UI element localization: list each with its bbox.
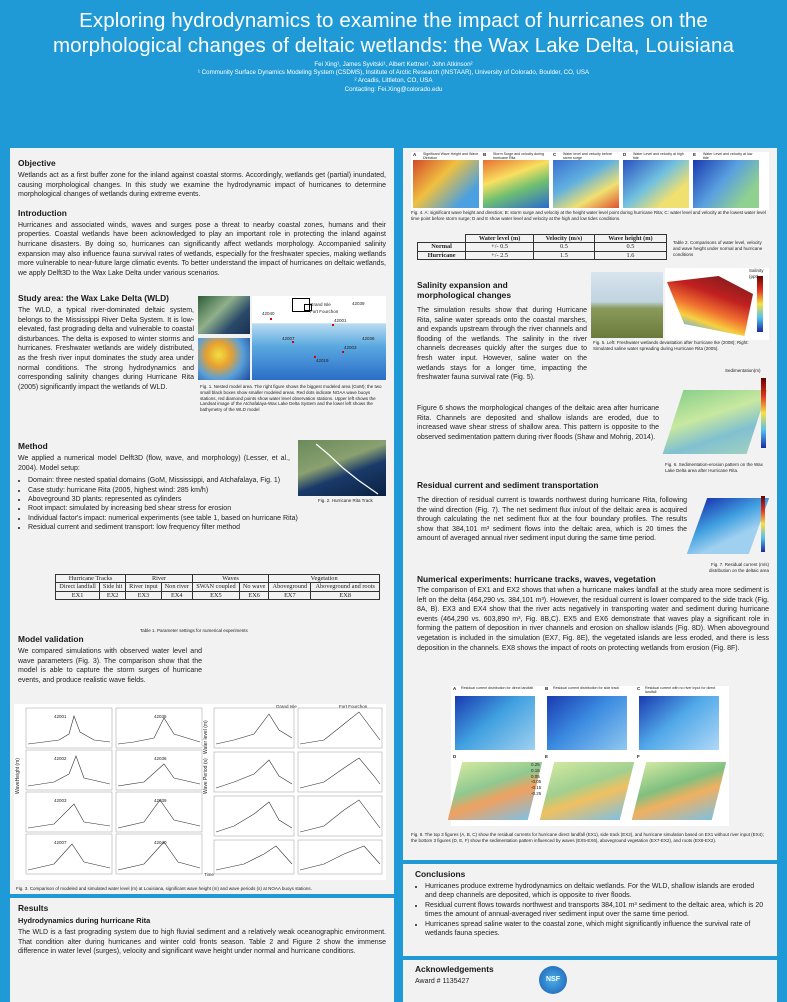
numerical-heading: Numerical experiments: hurricane tracks, waves, vegetation — [417, 574, 656, 584]
fig2-caption: Fig. 2. Hurricane Rita Track — [318, 498, 373, 503]
title-line-2: morphological changes of deltaic wetlands: the Wax Lake Delta, Louisiana — [52, 34, 735, 57]
fig6-caption: Fig. 6. Sedimentation-erosion pattern on the Wax Lake Delta area after Hurricane Rita. — [665, 462, 763, 473]
table1-sub: Aboveground and roots — [311, 583, 380, 591]
fig7-caption: Fig. 7. Residual current (m/s) distribution on the deltaic area — [708, 562, 769, 573]
results-text: The WLD is a fast prograding system due to high fluvial sediment and a relatively weak oceanographic environment. That condition alter during hurricanes and winter cold fronts season. Table 2 and Figure 2 show the immense difference in water level (surges), velocity and significant wave height under normal and hurricane conditions. — [18, 929, 386, 956]
acknowledgements-heading: Acknowledgements — [415, 964, 494, 974]
map-label-42003: 42003 — [344, 345, 357, 350]
ylabel-waterlevel: Water level (m) — [203, 720, 209, 754]
colorbar-tick: 0.25 — [531, 762, 540, 767]
salinity-heading-line-2: morphological changes — [417, 290, 512, 300]
station-label: 42036 — [154, 756, 167, 761]
table2-cell: 1.6 — [594, 251, 666, 259]
study-area-heading: Study area: the Wax Lake Delta (WLD) — [18, 293, 169, 303]
table1-sub: Aboveground — [269, 583, 311, 591]
map-label-42001: 42001 — [334, 318, 347, 323]
table2-caption: Table 2. Comparisons of water level, velocity and wave height under normal and hurricane conditions — [673, 240, 763, 257]
colorbar-tick: -0.25 — [531, 790, 542, 796]
method-text: We applied a numerical model Delft3D (flow, wave, and morphology) (Lesser, et al., 2004). Model setup: — [18, 455, 290, 472]
fig8-panels — [451, 686, 729, 826]
bathymetry-image — [198, 338, 250, 380]
table1-code: EX2 — [100, 591, 126, 599]
fig4-panels — [411, 152, 769, 210]
method-heading: Method — [18, 441, 48, 451]
table2-cell: 1.5 — [534, 251, 595, 259]
fig4-letter: B — [483, 152, 487, 157]
table1-group: Hurricane Tracks — [56, 575, 126, 583]
conclusion-bullet: • Residual current flows towards northwest and transports 384,101 m³ sediment to the deltaic area, which is 20 times the amount of annual-averaged river sediment input over the same time period. — [425, 901, 765, 920]
residual-current-map — [693, 488, 769, 560]
table1-sub: Side hit — [100, 583, 126, 591]
fig4-panel-title: Storm Surge and velocity during hurricane Rita — [493, 152, 545, 160]
method-bullet: • Root impact: simulated by increasing bed shear stress for erosion — [28, 504, 308, 513]
table2-cell: Hurricane — [418, 251, 466, 259]
results-heading: Results — [18, 903, 49, 913]
results-subheading: Hydrodynamics during hurricane Rita — [18, 916, 151, 925]
title-line-1: Exploring hydrodynamics to examine the impact of hurricanes on the — [79, 9, 708, 32]
fig8-caption: Fig. 8. The top 3 figures (A, B, C) show the residual currents for hurricane direct landfall (EX1), side track (EX2), and hurricane simulation based on EX1 without river input (EX4); the bottom 3 figures (D, E, F) show the sedimentation pattern influenced by waves (EX5-EX6), aboveground vegetation (EX7-EX2), and roots (EX8-EX2). — [411, 832, 764, 843]
results-panel — [10, 898, 394, 1002]
acknowledgements-panel — [403, 960, 777, 1002]
landsat-image — [198, 296, 250, 334]
conclusions-heading: Conclusions — [415, 869, 466, 879]
map-label-42036: 42036 — [362, 336, 375, 341]
colorbar-tick: -0.15 — [531, 785, 542, 791]
sedimentation-map — [665, 368, 769, 460]
nsf-logo — [539, 966, 567, 994]
fig4-caption: Fig. 4. A: significant wave height and direction; B: storm surge and velocity at the height water level point during hurricane Rita; C: water level and velocity at the lowest water level time point before storm surge; D and E show water level and velocity at the high and low tides conditions. — [411, 210, 766, 221]
numerical-text: The comparison of EX1 and EX2 shows that when a hurricane makes landfall at the study area more sediment is left on the delta (464,290 vs. 384,101 m³). However, the residual current is lower compared to the side track (Fig. 8A, B). EX3 and EX4 show that the river acts negatively in transporting water and sediment during hurricane events (464,290 vs. 603,890 m³, Fig. 8B,C). EX5 and EX6 demonstrate that waves play a significant role in forming the pattern of deposition in river channels and erosion on shallow islands (Fig. 8D). When aboveground vegetation is included in the simulation (EX7, Fig. 8E), the vegetated islands are less eroded, and there is less deposition in the channels. EX8 shows the impact of roots on protecting wetlands from erosion (Fig. 8F). — [417, 587, 769, 652]
fig8-letter: C — [637, 686, 641, 691]
table1-sub: No wave — [240, 583, 269, 591]
station-label: 42002 — [54, 756, 67, 761]
table2-header — [418, 235, 466, 243]
wetland-photo — [591, 272, 663, 338]
salinity-map — [665, 268, 769, 340]
table2-cell: 0.5 — [594, 243, 666, 251]
fig4-panel-title: Water Level and velocity at high tide — [633, 152, 684, 160]
hurricane-track-map — [298, 440, 386, 496]
table1-code: EX7 — [269, 591, 311, 599]
table1-code: EX6 — [240, 591, 269, 599]
authors: Fei Xing¹, James Syvitski¹, Albert Kettner¹, John Atkinson² — [314, 61, 473, 68]
fig4-panel-title: Water level and velocity before storm surge — [563, 152, 613, 160]
fig8-letter: D — [453, 754, 457, 759]
fig8-letter: A — [453, 686, 457, 691]
contact: Contacting: Fei.Xing@colorado.edu — [344, 85, 443, 93]
table1-sub: Direct landfall — [56, 583, 100, 591]
conclusion-bullet: • Hurricanes spread saline water to the coastal zone, which might significantly influence the survival rate of wetlands fauna species. — [425, 920, 765, 939]
station-label: 42039 — [154, 798, 167, 803]
affiliation-2: ² Arcadis, Littleton, CO, USA — [354, 77, 433, 85]
fig4-letter: A — [413, 152, 417, 157]
conclusion-bullet: • Hurricanes produce extreme hydrodynamics on deltaic wetlands. For the WLD, shallow islands are eroded and deep channels are deposited, which is opposite to river floods. — [425, 882, 765, 901]
colorbar-tick: 0.05 — [531, 773, 540, 779]
fig4-letter: E — [693, 152, 697, 157]
gom-map — [252, 296, 386, 380]
map-label-42040: 42040 — [262, 311, 275, 316]
fig8-letter: B — [545, 686, 549, 691]
station-label: 42007 — [54, 840, 67, 845]
map-label-42019: 42019 — [316, 358, 329, 363]
fig8-letter: F — [637, 754, 640, 759]
residual-text: The direction of residual current is towards northwest during hurricane Rita, following the wind direction (Fig. 7). The net sediment flux in/out of the deltaic area is acquired through calculating the net sediment flux at the four boundary profiles. The results show that 384,101 m³ sediment flows into the deltaic area, which is 20 times the amount of averaged annual river sediment input during the same time period. — [417, 497, 687, 543]
poster-title — [10, 8, 777, 58]
model-validation-heading: Model validation — [18, 634, 84, 644]
table-2 — [417, 234, 667, 260]
table1-sub: Non river — [161, 583, 192, 591]
wl-label-fort-fourchon: Fort Fourchon — [339, 704, 368, 709]
table1-group: River — [126, 575, 193, 583]
map-label-grand-isle: Grand Isle — [310, 302, 331, 307]
table1-code: EX3 — [126, 591, 162, 599]
station-label: 42001 — [54, 714, 67, 719]
fig8-panel-title: Residual current distribution for direct landfall — [461, 686, 533, 690]
map-label-42007: 42007 — [282, 336, 295, 341]
poster-header — [0, 0, 787, 114]
method-bullet: • Aboveground 3D plants: represented as cylinders — [28, 495, 308, 504]
fig8-panel-title: Residual current distribution for side track — [553, 686, 620, 690]
table1-code: EX5 — [192, 591, 239, 599]
award-text: Award # 1135427 — [415, 978, 470, 985]
table2-cell: +/- 0.5 — [466, 243, 534, 251]
validation-plots — [14, 704, 386, 880]
right-column — [403, 148, 777, 860]
conclusions-bullets — [415, 882, 765, 938]
affiliation-1: ¹ Community Surface Dynamics Modeling System (CSDMS), Institute of Arctic Research (INSTAAR), University of Colorado, Boulder, CO, USA — [197, 69, 590, 77]
salinity-heading-line-1: Salinity expansion and — [417, 280, 508, 290]
fig4-letter: D — [623, 152, 627, 157]
conclusions-panel — [403, 864, 777, 956]
station-label: 42003 — [54, 798, 67, 803]
table1-code: EX4 — [161, 591, 192, 599]
introduction-text: Hurricanes and associated winds, waves and surges pose a threat to nearby coastal zones, humans and their properties. Coastal wetlands have been acknowledged to play an important role in protecting the inland against hurricane disasters. By doing so, hurricanes can significantly affect wetlands morphology. Accompanied salinity expansion may also influence fauna survival rates of wetlands, especially for the freshwater species, making wetlands more vulnerable to near-future large climatic events. To better understand the impact of hurricanes on deltaic wetlands, we apply Delft3D to the Wax Lake Delta under various scenarios. — [18, 221, 386, 277]
fig4-letter: C — [553, 152, 557, 157]
table1-code: EX1 — [56, 591, 100, 599]
wl-label-grand-isle: Grand Isle — [276, 704, 297, 709]
table-1 — [55, 574, 380, 600]
fig8-panel-title: Residual current with no river input for direct landfall — [645, 686, 716, 694]
fig8-colorbar — [531, 762, 545, 797]
table1-sub: River input — [126, 583, 162, 591]
salinity-colorbar-label: Salinity (ppt) — [749, 268, 764, 279]
ylabel-waveheight: WaveHeight (m) — [15, 758, 21, 794]
nsf-logo-text: NSF — [546, 976, 560, 983]
objective-heading: Objective — [18, 158, 56, 168]
map-label-42039: 42039 — [352, 301, 365, 306]
map-label-fort-fourchon: Fort Fourchon — [310, 309, 339, 314]
fig3-caption: Fig. 3. Comparison of modeled and simulated water level (m) at Louisiana, significant wave height (m) and wave periods (s) at NOAA buoys stations. — [16, 886, 312, 891]
method-bullet: • Domain: three nested spatial domains (GoM, Mississippi, and Atchafalaya, Fig. 1) — [28, 476, 308, 485]
colorbar-tick: 0.15 — [531, 767, 540, 773]
sedimentation-colorbar-label: Sedimentation(m) — [725, 368, 761, 373]
table2-header: Velocity (m/s) — [534, 235, 595, 243]
fig8-letter: E — [545, 754, 549, 759]
left-column — [10, 148, 394, 894]
fig1-caption: Fig. 1. Nested model area. The right figure shows the biggest modeled area (GoM); the two small black boxes show smaller modeled areas. Red dots indicate NOAA wave buoys stations, red diamond points show water level observation stations. Upper left shows the Landsat image of the Atchafalaya-Wax Lake Delta System and the lower left shows the bathymetry of the WLD model — [200, 384, 382, 413]
method-bullet: • Case study: hurricane Rita (2005, highest wind: 285 km/h) — [28, 486, 308, 495]
residual-heading: Residual current and sediment transportation — [417, 480, 599, 490]
method-bullet: • Individual factor's impact: numerical experiments (see table 1, based on hurricane Rita) — [28, 514, 308, 523]
salinity-text-2: Figure 6 shows the morphological changes of the deltaic area after hurricane Rita. Channels are deposited and shallow islands are eroded, due to increased wave shear stress of shallow area. This pattern is opposite to the observed sedimentation pattern during river floods (Shaw and Mohrig, 2014). — [417, 405, 659, 441]
fig4-panel-title: Significant Wave Height and Wave Direction — [423, 152, 479, 160]
table1-group: Vegetation — [269, 575, 380, 583]
table1-sub: SWAN coupled — [192, 583, 239, 591]
table1-group: Waves — [192, 575, 268, 583]
station-label: 42040 — [154, 840, 167, 845]
objective-text: Wetlands act as a first buffer zone for the inland against coastal storms. Accordingly, wetlands get (partial) inundated, causing morphological changes. In this study we examine the hydrodynamic impact of hurricanes to determine morphological changes of wetlands during extreme events. — [18, 172, 386, 199]
model-validation-text: We compared simulations with observed water level and wave parameters (Fig. 3). The comparison show that the model is able to capture the storm surges of hurricane events, and produce realistic wave fields. — [18, 648, 202, 684]
table2-header: Wave height (m) — [594, 235, 666, 243]
table1-code: EX8 — [311, 591, 380, 599]
table2-cell: 0.5 — [534, 243, 595, 251]
table2-cell: Normal — [418, 243, 466, 251]
introduction-heading: Introduction — [18, 207, 67, 218]
table2-cell: +/- 2.5 — [466, 251, 534, 259]
fig5-caption: Fig. 5. Left: Freshwater wetlands devastation after hurricane Ike (2008); Right: Simulated saline water spreading during Hurricane Rita (2005). — [593, 340, 749, 351]
colorbar-tick: -0.05 — [531, 779, 542, 785]
study-area-text: The WLD, a typical river-dominated deltaic system, belongs to the Mississippi River Delta System. It is low-elevated, fast prograding delta and vulnerable to coastal disturbances. The delta is exposed to winter storms and hurricanes. Freshwater wetlands are widely distributed, as the fresh river input dominates the study area under normal conditions. The strong hydrodynamics and corresponding salinity changes during Hurricane Rita (2005) significantly impact the wetlands of WLD. — [18, 307, 194, 391]
method-bullet: • Residual current and sediment transport: low frequency filter method — [28, 523, 308, 532]
table2-header: Water level (m) — [466, 235, 534, 243]
station-label: 42035 — [154, 714, 167, 719]
salinity-text-1: The simulation results show that during Hurricane Rita, saline water spreads onto the coastal marshes, and expands upstream through the river channels and flooding of the wetlands. The salinity in the river channels decreases quickly after the surges due to fresh water input. However, saline water on the wetlands stays for a longer time, impacting the freshwater fauna survival rate (Fig. 5). — [417, 307, 587, 382]
table1-caption: Table 1. Parameter settings for numerical experiments — [140, 628, 248, 633]
salinity-text-1-part — [417, 306, 587, 383]
method-bullets — [18, 476, 308, 532]
fig4-panel-title: Water Level and velocity at low tide — [703, 152, 753, 160]
xlabel-time: Time — [204, 872, 214, 877]
ylabel-waveperiod: Wave Period (s) — [203, 758, 209, 794]
